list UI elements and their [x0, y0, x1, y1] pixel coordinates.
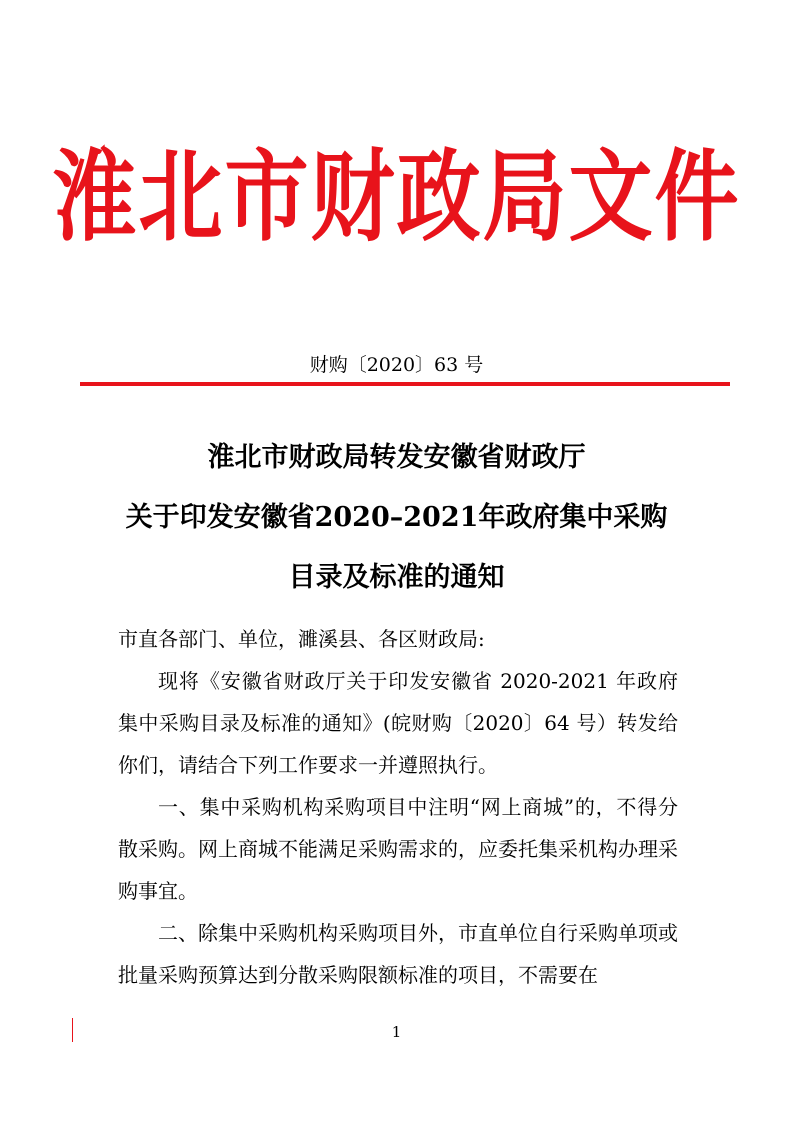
title-line-2: 关于印发安徽省2020–2021年政府集中采购 — [125, 502, 668, 533]
paragraph-intro: 现将《安徽省财政厅关于印发安徽省 2020-2021 年政府集中采购目录及标准的通知》(皖财购〔2020〕64 号）转发给你们，请结合下列工作要求一并遵照执行。 — [118, 669, 678, 777]
document-body — [118, 618, 678, 996]
paragraph-item-1: 一、集中采购机构采购项目中注明“网上商城”的，不得分散采购。网上商城不能满足采购需求的，应委托集采机构办理采购事宜。 — [118, 795, 678, 903]
title-line-3: 目录及标准的通知 — [288, 562, 505, 593]
notice-title — [0, 428, 793, 608]
red-separator-line — [80, 382, 730, 386]
title-line-1: 淮北市财政局转发安徽省财政厅 — [207, 442, 586, 473]
page-number: 1 — [391, 1023, 402, 1041]
masthead-title: 淮北市财政局文件 — [52, 139, 741, 255]
salutation: 市直各部门、单位，濉溪县、各区财政局: — [118, 627, 485, 651]
paragraph-item-2: 二、除集中采购机构采购项目外，市直单位自行采购单项或批量采购预算达到分散采购限额标准的项目，不需要在 — [118, 921, 678, 987]
document-number: 财购〔2020〕63 号 — [309, 354, 484, 376]
